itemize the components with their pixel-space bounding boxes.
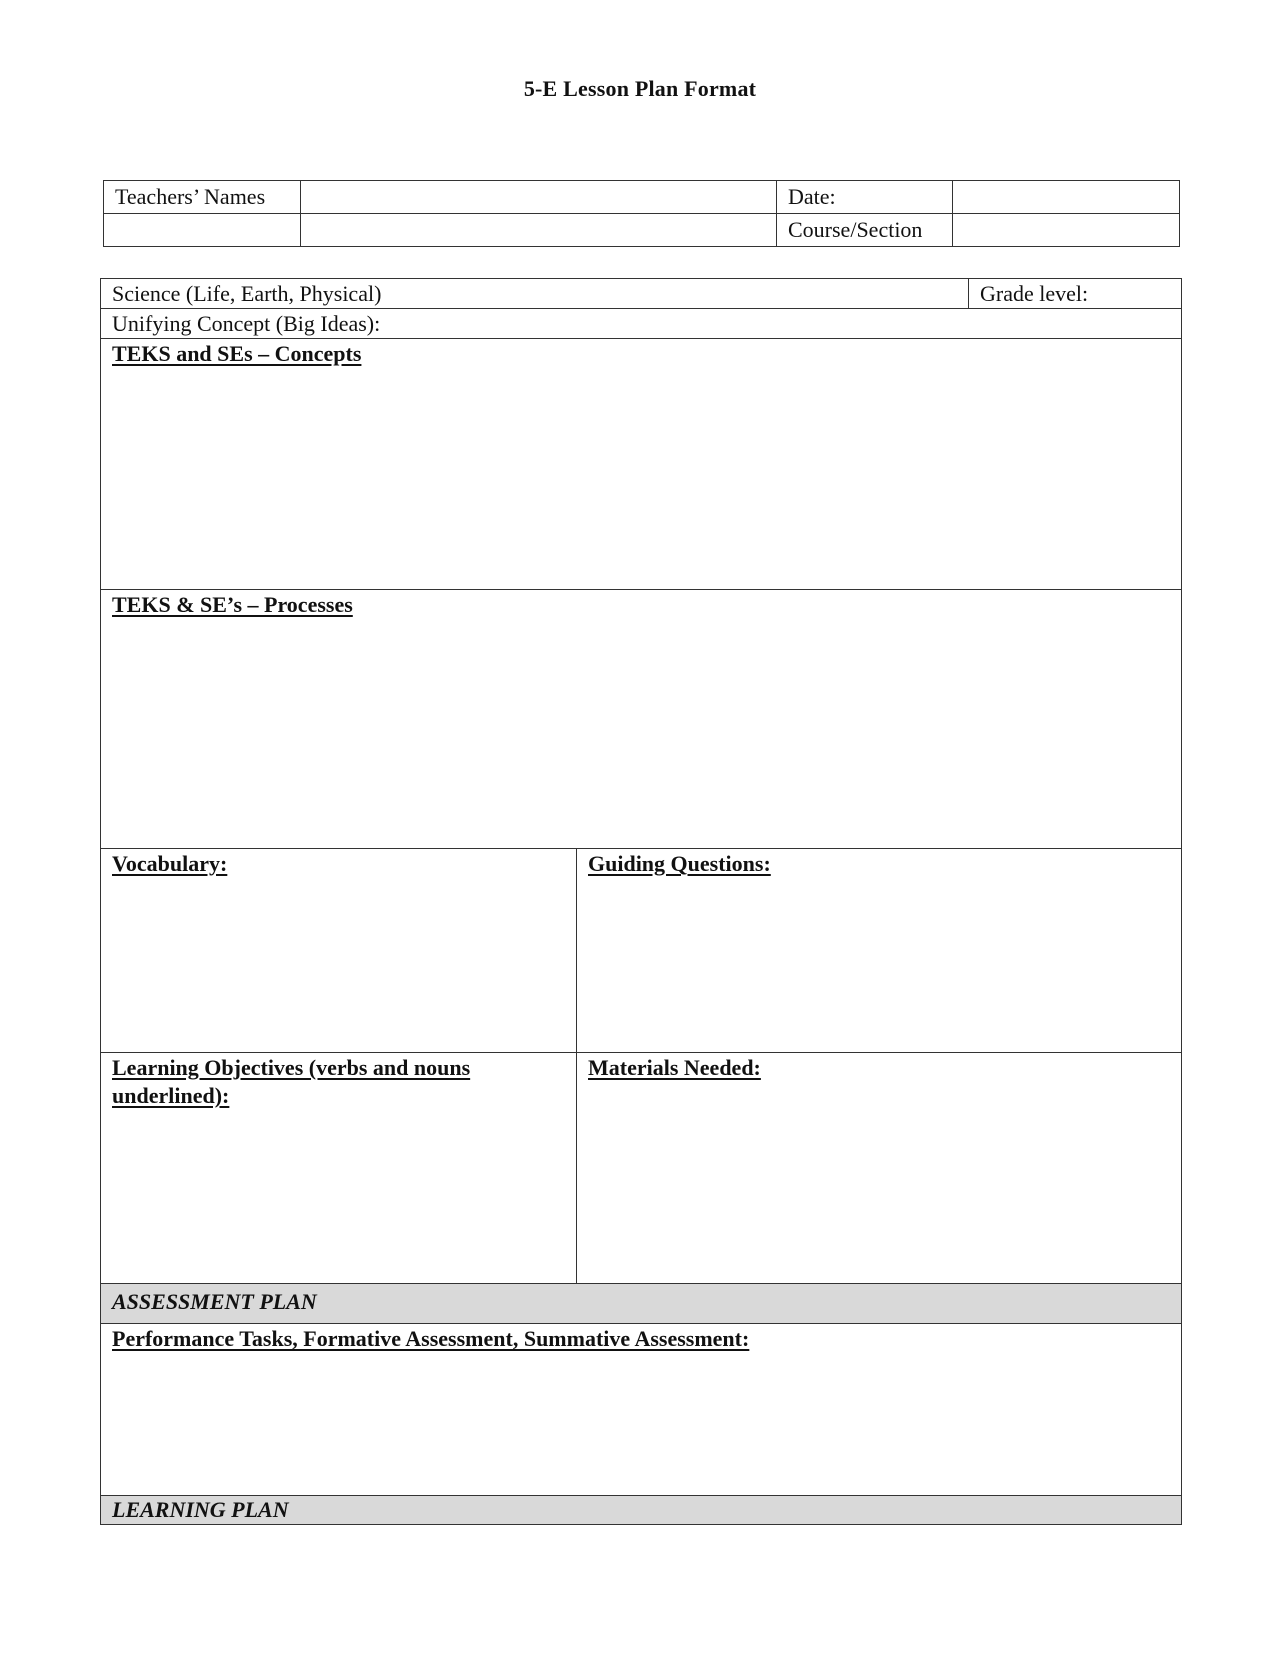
teks-concepts-heading: TEKS and SEs – Concepts — [112, 341, 362, 366]
guiding-questions-heading: Guiding Questions: — [588, 851, 771, 876]
science-cell[interactable] — [101, 279, 969, 309]
unifying-concept-row — [101, 309, 1182, 339]
teks-concepts-cell[interactable] — [101, 339, 1182, 590]
course-section-field[interactable] — [953, 214, 1180, 247]
teks-processes-row — [101, 590, 1182, 849]
vocabulary-heading: Vocabulary: — [112, 851, 228, 876]
objectives-row — [101, 1053, 1182, 1284]
materials-needed-heading: Materials Needed: — [588, 1055, 761, 1080]
vocabulary-cell[interactable] — [101, 849, 577, 1053]
unifying-concept-cell[interactable] — [101, 309, 1182, 339]
teachers-names-field-3[interactable] — [301, 214, 777, 247]
unifying-concept-label: Unifying Concept (Big Ideas): — [112, 311, 381, 336]
learning-plan-row — [101, 1496, 1182, 1525]
science-label: Science (Life, Earth, Physical) — [112, 281, 382, 306]
learning-objectives-heading-line2: underlined): — [112, 1083, 230, 1108]
teks-processes-heading: TEKS & SE’s – Processes — [112, 592, 353, 617]
header-info-table — [103, 180, 1180, 247]
performance-tasks-heading: Performance Tasks, Formative Assessment, Summative Assessment: — [112, 1326, 750, 1351]
performance-tasks-cell[interactable] — [101, 1324, 1182, 1496]
performance-tasks-row — [101, 1324, 1182, 1496]
assessment-plan-band: ASSESSMENT PLAN — [101, 1284, 1182, 1324]
course-section-label: Course/Section — [777, 214, 953, 247]
assessment-plan-row — [101, 1284, 1182, 1324]
teks-processes-cell[interactable] — [101, 590, 1182, 849]
header-row-course — [104, 214, 1180, 247]
grade-level-cell[interactable] — [969, 279, 1182, 309]
grade-level-label: Grade level: — [980, 281, 1089, 306]
learning-objectives-heading-line1: Learning Objectives (verbs and nouns — [112, 1055, 471, 1080]
date-label: Date: — [777, 181, 953, 214]
learning-objectives-cell[interactable] — [101, 1053, 577, 1284]
vocabulary-row — [101, 849, 1182, 1053]
teachers-names-field-2[interactable] — [104, 214, 301, 247]
date-field[interactable] — [953, 181, 1180, 214]
teachers-names-label: Teachers’ Names — [104, 181, 301, 214]
lesson-plan-table — [100, 278, 1182, 1525]
document-title: 5-E Lesson Plan Format — [523, 76, 757, 101]
guiding-questions-cell[interactable] — [577, 849, 1182, 1053]
teks-concepts-row — [101, 339, 1182, 590]
learning-plan-band: LEARNING PLAN — [101, 1496, 1182, 1525]
science-row — [101, 279, 1182, 309]
header-row-teachers — [104, 181, 1180, 214]
materials-needed-cell[interactable] — [577, 1053, 1182, 1284]
teachers-names-field[interactable] — [301, 181, 777, 214]
